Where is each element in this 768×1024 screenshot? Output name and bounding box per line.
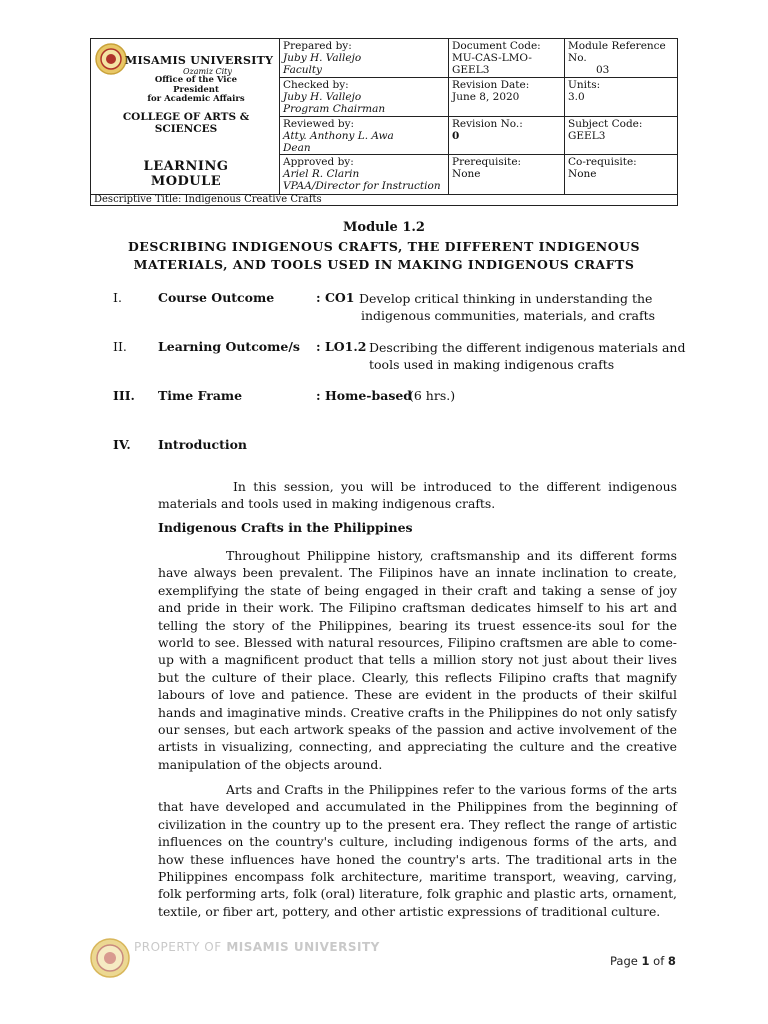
- section-1-text-line-1: Develop critical thinking in understanding the: [359, 291, 653, 306]
- section-1-code: : CO1: [316, 290, 355, 305]
- property-watermark: [134, 940, 380, 954]
- module-title-line-1: DESCRIBING INDIGENOUS CRAFTS, THE DIFFERENT INDIGENOUS: [127, 239, 641, 254]
- prereq-label: Prerequisite:: [452, 156, 522, 168]
- college-name: [111, 111, 261, 135]
- coreq-cell: [565, 155, 677, 181]
- descriptive-title: Descriptive Title: Indigenous Creative Crafts: [94, 194, 322, 205]
- intro-line-1: In this session, you will be introduced to the different indigenous: [233, 479, 677, 494]
- university-city: Ozamiz City: [183, 67, 232, 76]
- prepared-role: Faculty: [283, 64, 322, 76]
- section-1-text-line-2: indigenous communities, materials, and crafts: [361, 308, 656, 323]
- learning-module-label: [121, 159, 251, 189]
- coreq-value: None: [568, 168, 597, 180]
- page-current: 1: [641, 954, 650, 968]
- subject-cell: [565, 117, 677, 143]
- footer-seal-icon: [90, 938, 130, 978]
- prepared-cell: [280, 39, 448, 77]
- doc-code-label: Document Code:: [452, 40, 541, 52]
- units-value: 3.0: [568, 91, 585, 103]
- university-logo-block: [91, 39, 279, 195]
- university-seal-icon: [95, 43, 127, 75]
- section-2-text: [369, 339, 685, 373]
- checked-name: Juby H. Vallejo: [283, 91, 362, 103]
- university-name: MISAMIS UNIVERSITY: [125, 54, 274, 67]
- prereq-value: None: [452, 168, 481, 180]
- section-3-number: III.: [113, 388, 135, 403]
- section-4-label: Introduction: [158, 437, 248, 452]
- page-label: Page: [610, 954, 638, 968]
- approved-cell: [280, 155, 448, 193]
- prepared-label: Prepared by:: [283, 40, 352, 52]
- page-total: 8: [667, 954, 676, 968]
- reviewed-cell: [280, 117, 448, 155]
- rev-date-value: June 8, 2020: [452, 91, 520, 103]
- prepared-name: Juby H. Vallejo: [283, 52, 362, 64]
- university-office: [131, 76, 261, 105]
- rev-date-label: Revision Date:: [452, 79, 530, 91]
- office-line-1: Office of the Vice President: [154, 75, 238, 95]
- rev-no-label: Revision No.:: [452, 118, 523, 130]
- reviewed-label: Reviewed by:: [283, 118, 355, 130]
- section-1-number: I.: [113, 290, 122, 305]
- subject-value: GEEL3: [568, 130, 606, 142]
- section-1-label: Course Outcome: [158, 290, 275, 305]
- section-3-label: Time Frame: [158, 388, 243, 403]
- reviewed-role: Dean: [283, 142, 311, 154]
- checked-cell: [280, 78, 448, 116]
- property-name: MISAMIS UNIVERSITY: [226, 940, 380, 954]
- rev-date-cell: [449, 78, 564, 104]
- units-cell: [565, 78, 677, 104]
- rev-no-value: 0: [452, 130, 460, 142]
- doc-code-cell: [449, 39, 564, 77]
- section-2-text-line-2: tools used in making indigenous crafts: [369, 357, 615, 372]
- section-2-number: II.: [113, 339, 127, 354]
- section-2-text-line-1: Describing the different indigenous materials and: [369, 340, 686, 355]
- reviewed-name: Atty. Anthony L. Awa: [283, 130, 394, 142]
- page-of: of: [653, 954, 665, 968]
- paragraph-2: Arts and Crafts in the Philippines refer to the various forms of the arts that have developed and accumulated in the Philippines from the beginning of civilization in the country up to the present era. They reflect the range of artistic influences on the country's culture, including indigenous forms of the arts, and how these influences have honed the country's arts. The traditional arts in the Philippines encompass folk architecture, maritime transport, weaving, carving, folk performing arts, folk (oral) literature, folk graphic and plastic arts, ornament, textile, or fiber art, pottery, and other artistic expressions of traditional culture.: [158, 782, 677, 919]
- lm-line-2: MODULE: [150, 174, 222, 189]
- approved-role: VPAA/Director for Instruction: [283, 180, 441, 192]
- college-line-1: COLLEGE OF ARTS &: [122, 111, 250, 123]
- office-line-2: for Academic Affairs: [147, 94, 245, 104]
- coreq-label: Co-requisite:: [568, 156, 637, 168]
- module-title: [0, 238, 768, 274]
- checked-role: Program Chairman: [283, 103, 386, 115]
- section-1-text: [359, 290, 655, 324]
- prereq-cell: [449, 155, 564, 181]
- college-line-2: SCIENCES: [154, 123, 218, 135]
- section-3-code: : Home-based: [316, 388, 413, 403]
- module-number: Module 1.2: [343, 220, 425, 235]
- doc-code-line-2: GEEL3: [452, 64, 490, 76]
- approved-label: Approved by:: [283, 156, 354, 168]
- mod-ref-cell: [565, 39, 677, 77]
- mod-ref-label-1: Module Reference: [568, 40, 666, 52]
- units-label: Units:: [568, 79, 601, 91]
- subject-label: Subject Code:: [568, 118, 643, 130]
- page-number: [610, 954, 676, 968]
- checked-label: Checked by:: [283, 79, 349, 91]
- subheading: Indigenous Crafts in the Philippines: [158, 520, 413, 535]
- mod-ref-label-2: No.: [568, 52, 587, 64]
- doc-code-line-1: MU-CAS-LMO-: [452, 52, 532, 64]
- section-3-text: (6 hrs.): [409, 388, 456, 403]
- section-4-number: IV.: [113, 437, 131, 452]
- property-prefix: PROPERTY OF: [134, 940, 222, 954]
- intro-paragraph: [158, 478, 677, 513]
- section-2-code: : LO1.2: [316, 339, 367, 354]
- section-2-label: Learning Outcome/s: [158, 339, 300, 354]
- document-header-table: [90, 38, 678, 206]
- paragraph-1: Throughout Philippine history, craftsmanship and its different forms have always been prevalent. The Filipinos have an innate inclination to create, exemplifying the state of being engaged in their craft and taking a sense of joy and pride in their work. The Filipino craftsman dedicates himself to his art and telling the story of the Philippines, bearing its truest essence-its soul for the world to see. Blessed with natural resources, Filipino craftsmen are able to come-up with a magnificent product that tells a million story not just about their lives but the culture of their place. Clearly, this reflects Filipino crafts that magnify labours of love and patience. These are evident in the products of their skilful hands and imaginative minds. Creative crafts in the Philippines do not only satisfy our senses, but each artwork speaks of the passion and active involvement of the artists in visualizing, connecting, and appreciating the culture and the creative manipulation of the objects around.: [158, 548, 677, 772]
- approved-name: Ariel R. Clarin: [283, 168, 360, 180]
- rev-no-cell: [449, 117, 564, 143]
- intro-line-2: materials and tools used in making indigenous crafts.: [158, 496, 496, 512]
- mod-ref-value: 03: [596, 64, 610, 76]
- module-title-line-2: MATERIALS, AND TOOLS USED IN MAKING INDIGENOUS CRAFTS: [133, 257, 635, 272]
- lm-line-1: LEARNING: [143, 159, 229, 174]
